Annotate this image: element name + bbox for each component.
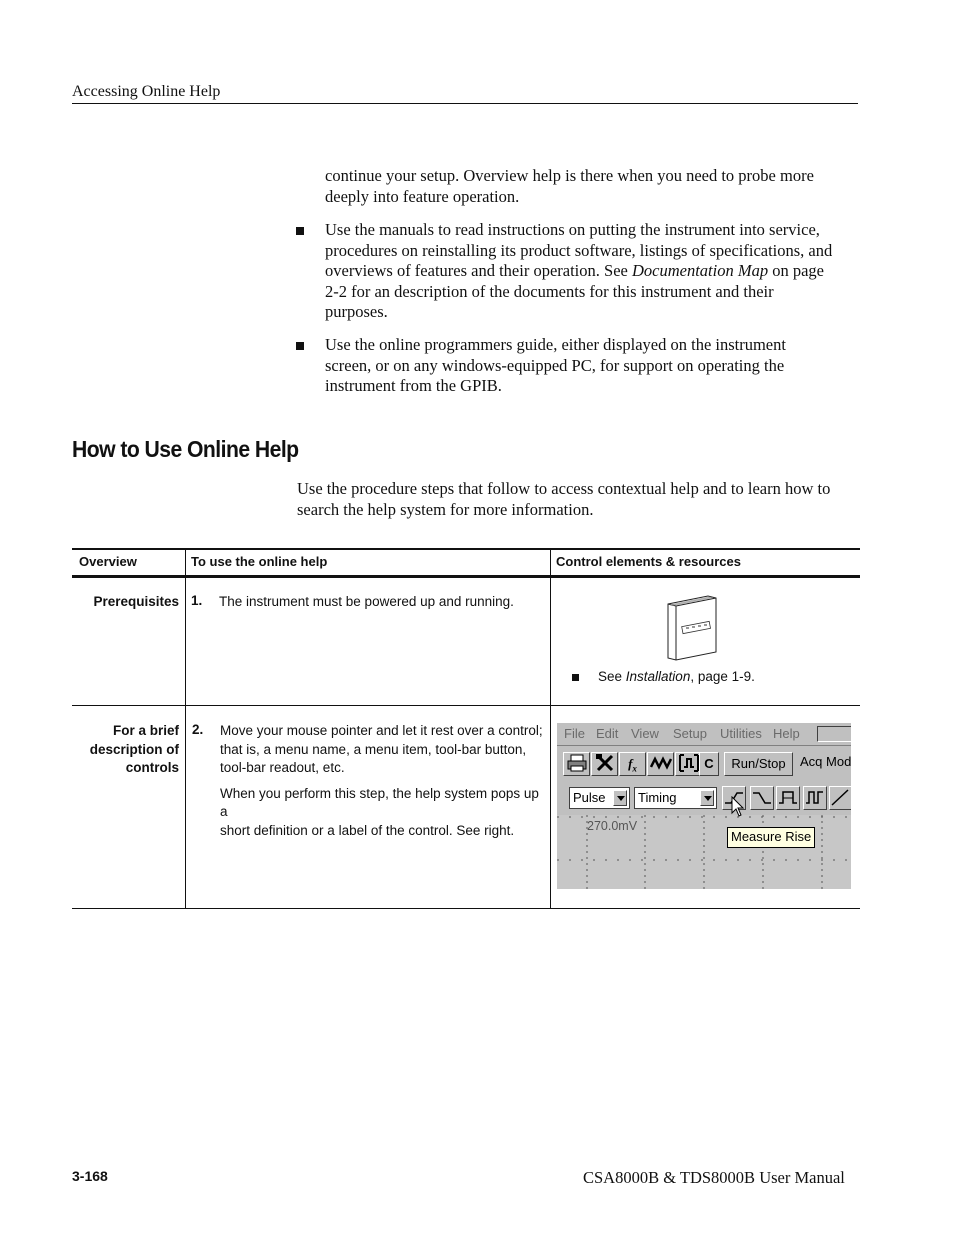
- printer-icon: [566, 753, 588, 773]
- menu-setup[interactable]: Setup: [673, 726, 707, 741]
- waveform-button[interactable]: [647, 752, 674, 776]
- bullet-line: screen, or on any windows-equipped PC, for support on operating the: [325, 355, 785, 375]
- pulse-select[interactable]: Pulse: [569, 787, 630, 809]
- menu-view[interactable]: View: [631, 726, 659, 741]
- manual-book-icon: [664, 594, 720, 662]
- fall-edge-icon: [751, 787, 773, 809]
- col-header-overview: Overview: [79, 554, 137, 569]
- documentation-map-ref: Documentation Map: [631, 261, 769, 280]
- math-function-button[interactable]: [619, 752, 646, 776]
- page-number: 3-168: [72, 1168, 108, 1184]
- step-number: 1.: [191, 593, 203, 608]
- acq-mode-label: Acq Mod: [800, 754, 851, 769]
- period-button[interactable]: [803, 786, 827, 810]
- bullet-line: Use the manuals to read instructions on putting the instrument into service,: [325, 220, 820, 239]
- measure-button[interactable]: [675, 752, 702, 776]
- chevron-down-icon: [700, 790, 714, 806]
- menubar-divider: [557, 745, 851, 746]
- waveform-icon: [650, 753, 672, 773]
- bullet-marker: [296, 224, 304, 239]
- chevron-down-icon: [613, 790, 627, 806]
- col-header-resources: Control elements & resources: [556, 554, 741, 569]
- header-rule: [72, 103, 858, 104]
- table-bottom-rule: [72, 908, 860, 909]
- app-toolbar-screenshot: [557, 723, 851, 889]
- row-overview-prerequisites: Prerequisites: [93, 594, 179, 609]
- menu-edit[interactable]: Edit: [596, 726, 619, 741]
- timing-select[interactable]: Timing: [634, 787, 717, 809]
- section-intro: Use the procedure steps that follow to access contextual help and to learn how to search the help system for more information.: [297, 479, 831, 519]
- table-row-rule: [72, 705, 860, 706]
- step-number: 2.: [192, 722, 204, 737]
- bullet-line: overviews of features and their operation. See Documentation Map on page: [325, 261, 824, 280]
- row-overview-controls: For a brief description of controls: [89, 723, 179, 775]
- table-top-rule: [72, 548, 860, 550]
- bullet-line: purposes.: [325, 302, 388, 321]
- menu-readout-box: [817, 726, 851, 742]
- bullet-marker: [572, 672, 579, 684]
- menu-utilities[interactable]: Utilities: [720, 726, 762, 741]
- running-header: Accessing Online Help: [72, 83, 221, 100]
- installation-ref: See Installation, page 1-9.: [598, 669, 755, 684]
- fall-time-button[interactable]: [750, 786, 774, 810]
- tooltip-measure-rise: Measure Rise: [727, 827, 815, 848]
- col-header-steps: To use the online help: [191, 554, 328, 569]
- menu-file[interactable]: File: [564, 726, 585, 741]
- step-text: Move your mouse pointer and let it rest over a control; that is, a menu name, a menu item, tool-bar button, tool-bar readout, etc. When you perform this step, the help system pops up a short definition or a label of the control. See right.: [220, 723, 543, 838]
- ramp-icon: [830, 787, 851, 809]
- ramp-button[interactable]: [829, 786, 851, 810]
- period-icon: [804, 787, 826, 809]
- bullet-line: procedures on reinstalling its product software, listings of specifications, and: [325, 240, 833, 260]
- bracket-pulse-icon: [678, 753, 700, 773]
- section-heading: How to Use Online Help: [72, 436, 299, 462]
- bullet-line: instrument from the GPIB.: [325, 376, 502, 395]
- table-col-divider: [550, 548, 551, 909]
- run-stop-button[interactable]: Run/Stop: [724, 752, 793, 776]
- waveform-graticule: [557, 815, 851, 889]
- bullet-manuals: [325, 220, 860, 323]
- clear-button[interactable]: C: [699, 752, 719, 776]
- step-text: The instrument must be powered up and running.: [219, 594, 514, 609]
- menu-help[interactable]: Help: [773, 726, 800, 741]
- setup-tools-button[interactable]: [591, 752, 618, 776]
- print-button[interactable]: [563, 752, 590, 776]
- voltage-readout: 270.0mV: [587, 819, 638, 833]
- pulse-width-button[interactable]: [776, 786, 800, 810]
- bullet-line: Use the online programmers guide, either displayed on the instrument: [325, 335, 786, 354]
- bullet-programmers-guide: [325, 335, 860, 397]
- fx-icon: $f_x$: [628, 756, 637, 774]
- table-header-rule: [72, 575, 860, 578]
- mouse-pointer-icon: [731, 796, 745, 818]
- bullet-line: 2-2 for an description of the documents for this instrument and their: [325, 281, 774, 301]
- table-col-divider: [185, 548, 186, 909]
- hammer-wrench-icon: [594, 753, 616, 773]
- intro-continuation: continue your setup. Overview help is there when you need to probe more deeply into feature operation.: [325, 166, 814, 206]
- bullet-marker: [296, 339, 304, 354]
- manual-title: CSA8000B & TDS8000B User Manual: [583, 1168, 845, 1187]
- pulse-width-icon: [777, 787, 799, 809]
